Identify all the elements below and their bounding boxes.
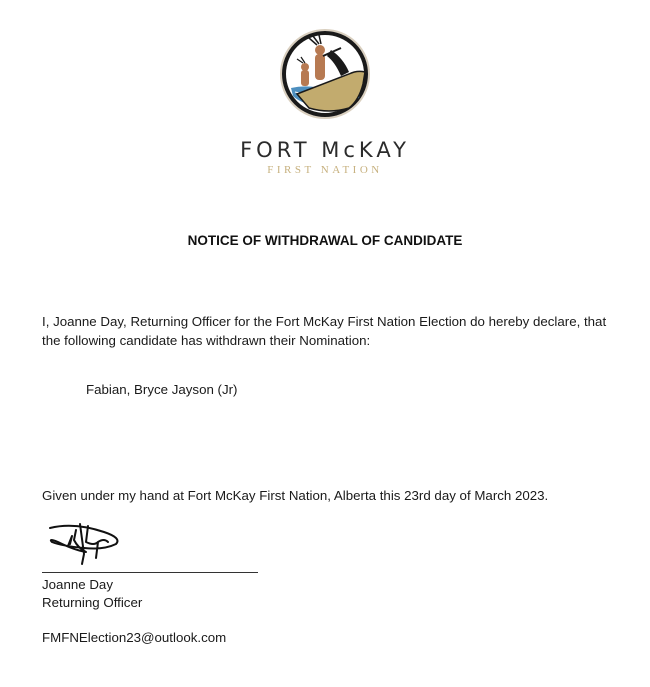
canoe-emblem-logo (279, 28, 371, 120)
brand-name: FORT McKAY (240, 138, 410, 162)
brand-subtitle: FIRST NATION (267, 164, 383, 176)
document-title: NOTICE OF WITHDRAWAL OF CANDIDATE (187, 233, 463, 248)
signature-image (44, 518, 134, 570)
declaration-paragraph: I, Joanne Day, Returning Officer for the Fort McKay First Nation Election do hereby declare, that the following candidate has withdrawn their Nomination: (42, 314, 607, 348)
candidate-name: Fabian, Bryce Jayson (Jr) (86, 382, 238, 397)
signer-name: Joanne Day (42, 577, 113, 592)
signature-line (42, 572, 258, 573)
signer-role: Returning Officer (42, 595, 143, 610)
contact-email[interactable]: FMFNElection23@outlook.com (42, 630, 227, 645)
given-statement: Given under my hand at Fort McKay First Nation, Alberta this 23rd day of March 2023. (42, 488, 549, 503)
